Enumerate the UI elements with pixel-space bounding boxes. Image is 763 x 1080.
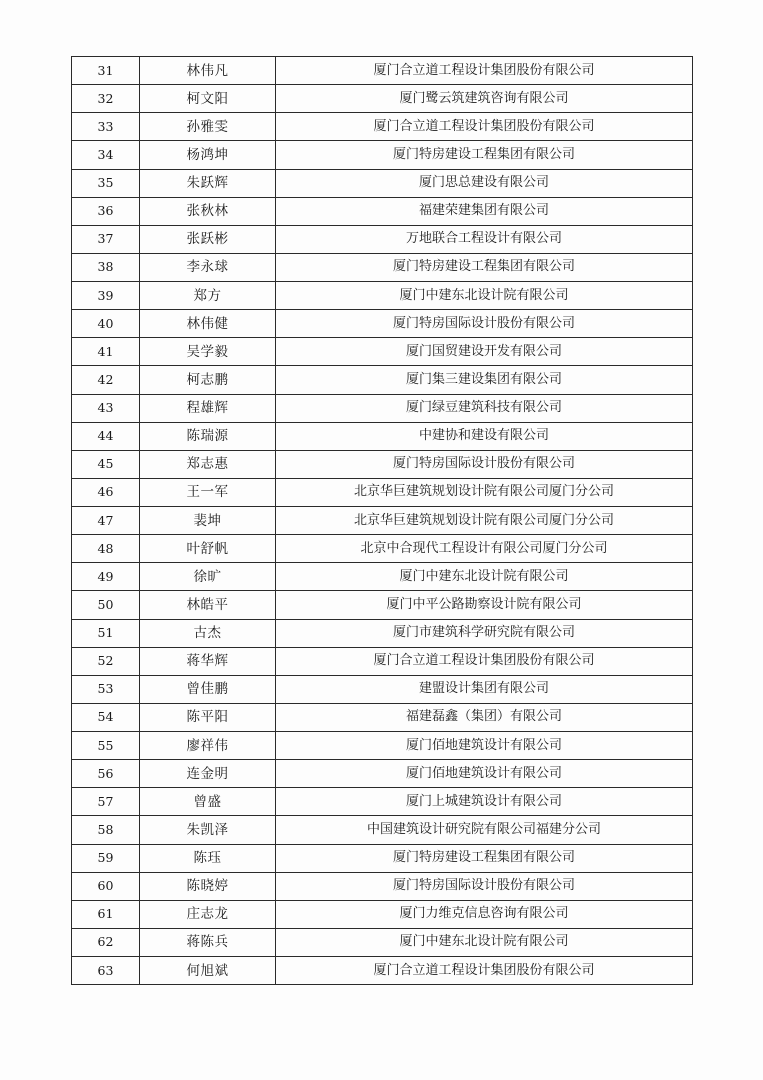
table-row: [72, 928, 693, 956]
roster-table: [71, 56, 693, 985]
table-row: [72, 310, 693, 338]
person-name-cell: 吴学毅: [140, 338, 276, 366]
person-name-cell: 张秋林: [140, 197, 276, 225]
row-number-cell: 62: [72, 928, 140, 956]
row-number-cell: 45: [72, 450, 140, 478]
person-name-cell: 林伟健: [140, 310, 276, 338]
row-number-cell: 40: [72, 310, 140, 338]
row-number-cell: 57: [72, 788, 140, 816]
table-row: [72, 197, 693, 225]
person-name-cell: 庄志龙: [140, 900, 276, 928]
organization-cell: 厦门特房国际设计股份有限公司: [276, 872, 693, 900]
row-number-cell: 53: [72, 675, 140, 703]
person-name-cell: 林伟凡: [140, 57, 276, 85]
organization-cell: 厦门合立道工程设计集团股份有限公司: [276, 57, 693, 85]
row-number-cell: 42: [72, 366, 140, 394]
person-name-cell: 程雄辉: [140, 394, 276, 422]
table-row: [72, 57, 693, 85]
table-row: [72, 703, 693, 731]
row-number-cell: 52: [72, 647, 140, 675]
table-row: [72, 253, 693, 281]
organization-cell: 厦门特房建设工程集团有限公司: [276, 844, 693, 872]
table-row: [72, 282, 693, 310]
row-number-cell: 36: [72, 197, 140, 225]
row-number-cell: 48: [72, 535, 140, 563]
table-row: [72, 816, 693, 844]
table-row: [72, 450, 693, 478]
table-row: [72, 422, 693, 450]
person-name-cell: 蒋华辉: [140, 647, 276, 675]
row-number-cell: 54: [72, 703, 140, 731]
person-name-cell: 陈瑞源: [140, 422, 276, 450]
row-number-cell: 49: [72, 563, 140, 591]
table-row: [72, 85, 693, 113]
table-row: [72, 141, 693, 169]
organization-cell: 厦门特房建设工程集团有限公司: [276, 141, 693, 169]
row-number-cell: 47: [72, 507, 140, 535]
person-name-cell: 曾盛: [140, 788, 276, 816]
organization-cell: 厦门中建东北设计院有限公司: [276, 928, 693, 956]
row-number-cell: 35: [72, 169, 140, 197]
row-number-cell: 59: [72, 844, 140, 872]
person-name-cell: 蒋陈兵: [140, 928, 276, 956]
row-number-cell: 38: [72, 253, 140, 281]
row-number-cell: 41: [72, 338, 140, 366]
table-row: [72, 591, 693, 619]
row-number-cell: 63: [72, 957, 140, 985]
organization-cell: 厦门鹭云筑建筑咨询有限公司: [276, 85, 693, 113]
row-number-cell: 46: [72, 478, 140, 506]
person-name-cell: 曾佳鹏: [140, 675, 276, 703]
organization-cell: 北京华巨建筑规划设计院有限公司厦门分公司: [276, 478, 693, 506]
organization-cell: 厦门特房国际设计股份有限公司: [276, 450, 693, 478]
row-number-cell: 50: [72, 591, 140, 619]
person-name-cell: 郑方: [140, 282, 276, 310]
person-name-cell: 孙雅雯: [140, 113, 276, 141]
person-name-cell: 何旭斌: [140, 957, 276, 985]
row-number-cell: 43: [72, 394, 140, 422]
table-row: [72, 872, 693, 900]
person-name-cell: 柯文阳: [140, 85, 276, 113]
organization-cell: 厦门佰地建筑设计有限公司: [276, 760, 693, 788]
person-name-cell: 古杰: [140, 619, 276, 647]
roster-table-body: [72, 57, 693, 985]
person-name-cell: 陈晓婷: [140, 872, 276, 900]
table-row: [72, 732, 693, 760]
organization-cell: 北京华巨建筑规划设计院有限公司厦门分公司: [276, 507, 693, 535]
organization-cell: 厦门绿豆建筑科技有限公司: [276, 394, 693, 422]
organization-cell: 厦门市建筑科学研究院有限公司: [276, 619, 693, 647]
row-number-cell: 39: [72, 282, 140, 310]
table-row: [72, 647, 693, 675]
organization-cell: 厦门中平公路勘察设计院有限公司: [276, 591, 693, 619]
organization-cell: 厦门特房建设工程集团有限公司: [276, 253, 693, 281]
table-row: [72, 507, 693, 535]
person-name-cell: 裴坤: [140, 507, 276, 535]
organization-cell: 北京中合现代工程设计有限公司厦门分公司: [276, 535, 693, 563]
organization-cell: 万地联合工程设计有限公司: [276, 225, 693, 253]
person-name-cell: 林皓平: [140, 591, 276, 619]
organization-cell: 厦门合立道工程设计集团股份有限公司: [276, 647, 693, 675]
row-number-cell: 55: [72, 732, 140, 760]
table-row: [72, 478, 693, 506]
organization-cell: 建盟设计集团有限公司: [276, 675, 693, 703]
organization-cell: 中建协和建设有限公司: [276, 422, 693, 450]
person-name-cell: 张跃彬: [140, 225, 276, 253]
person-name-cell: 叶舒帆: [140, 535, 276, 563]
organization-cell: 厦门力维克信息咨询有限公司: [276, 900, 693, 928]
organization-cell: 厦门国贸建设开发有限公司: [276, 338, 693, 366]
person-name-cell: 陈平阳: [140, 703, 276, 731]
organization-cell: 厦门佰地建筑设计有限公司: [276, 732, 693, 760]
organization-cell: 厦门特房国际设计股份有限公司: [276, 310, 693, 338]
organization-cell: 厦门集三建设集团有限公司: [276, 366, 693, 394]
person-name-cell: 郑志惠: [140, 450, 276, 478]
row-number-cell: 56: [72, 760, 140, 788]
row-number-cell: 61: [72, 900, 140, 928]
table-row: [72, 760, 693, 788]
person-name-cell: 李永球: [140, 253, 276, 281]
table-row: [72, 394, 693, 422]
table-row: [72, 900, 693, 928]
organization-cell: 厦门上城建筑设计有限公司: [276, 788, 693, 816]
table-row: [72, 535, 693, 563]
organization-cell: 福建荣建集团有限公司: [276, 197, 693, 225]
person-name-cell: 朱跃辉: [140, 169, 276, 197]
table-row: [72, 957, 693, 985]
row-number-cell: 58: [72, 816, 140, 844]
row-number-cell: 31: [72, 57, 140, 85]
organization-cell: 中国建筑设计研究院有限公司福建分公司: [276, 816, 693, 844]
table-row: [72, 338, 693, 366]
person-name-cell: 朱凯泽: [140, 816, 276, 844]
row-number-cell: 33: [72, 113, 140, 141]
table-row: [72, 563, 693, 591]
table-row: [72, 225, 693, 253]
table-row: [72, 675, 693, 703]
person-name-cell: 陈珏: [140, 844, 276, 872]
organization-cell: 厦门思总建设有限公司: [276, 169, 693, 197]
organization-cell: 厦门中建东北设计院有限公司: [276, 282, 693, 310]
person-name-cell: 徐旷: [140, 563, 276, 591]
row-number-cell: 37: [72, 225, 140, 253]
person-name-cell: 廖祥伟: [140, 732, 276, 760]
organization-cell: 厦门合立道工程设计集团股份有限公司: [276, 957, 693, 985]
organization-cell: 福建磊鑫（集团）有限公司: [276, 703, 693, 731]
table-row: [72, 619, 693, 647]
person-name-cell: 连金明: [140, 760, 276, 788]
table-row: [72, 169, 693, 197]
row-number-cell: 60: [72, 872, 140, 900]
row-number-cell: 44: [72, 422, 140, 450]
row-number-cell: 32: [72, 85, 140, 113]
table-row: [72, 844, 693, 872]
person-name-cell: 王一军: [140, 478, 276, 506]
organization-cell: 厦门中建东北设计院有限公司: [276, 563, 693, 591]
row-number-cell: 51: [72, 619, 140, 647]
person-name-cell: 柯志鹏: [140, 366, 276, 394]
row-number-cell: 34: [72, 141, 140, 169]
table-row: [72, 366, 693, 394]
table-row: [72, 788, 693, 816]
table-row: [72, 113, 693, 141]
person-name-cell: 杨鸿坤: [140, 141, 276, 169]
organization-cell: 厦门合立道工程设计集团股份有限公司: [276, 113, 693, 141]
